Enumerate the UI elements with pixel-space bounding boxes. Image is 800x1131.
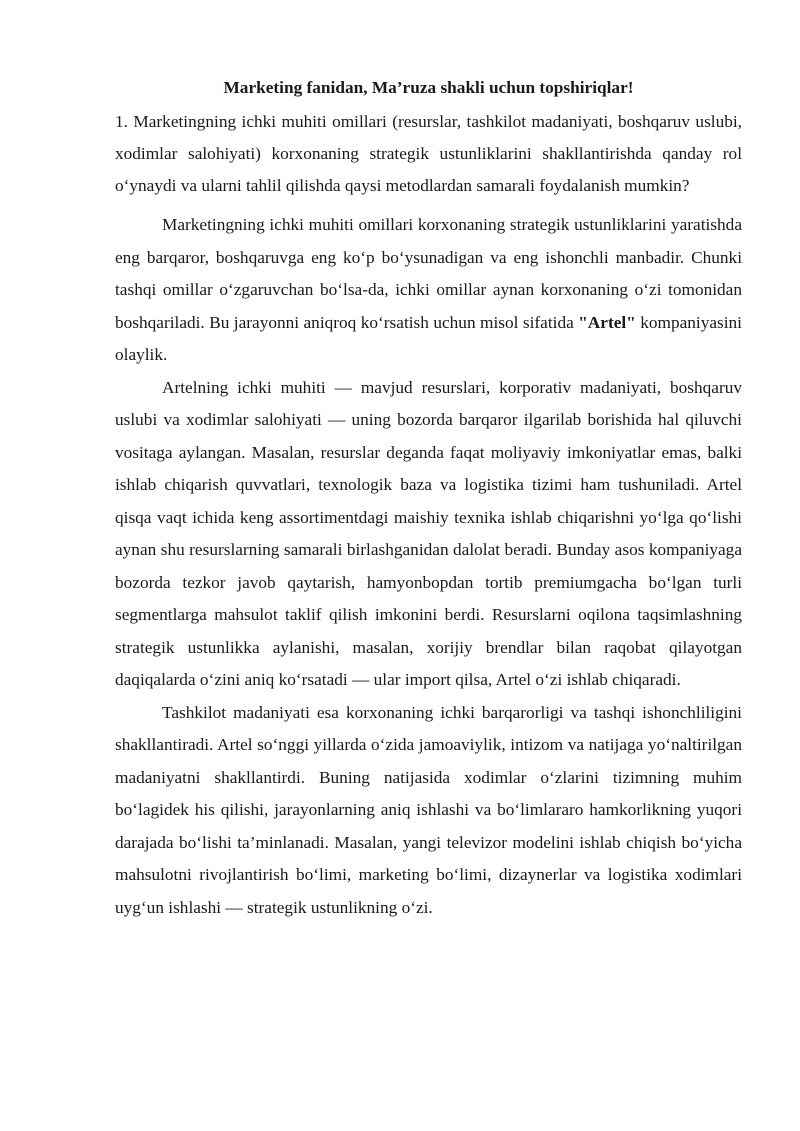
paragraph-1 [115,209,742,372]
company-name-bold: "Artel" [578,312,636,332]
paragraph-1-text-after: kompaniyasini olaylik. [115,312,742,364]
paragraph-2: Artelning ichki muhiti — mavjud resurslari, korporativ madaniyati, boshqaruv uslubi va xodimlar salohiyati — uning bozorda barqaror ilgarilab borishida hal qiluvchi vositaga aylangan. Masalan, resurslar deganda faqat moliyaviy imkoniyatlar emas, balki ishlab chiqarish quvvatlari, texnologik baza va logistika tizimi ham tushuniladi. Artel qisqa vaqt ichida keng assortimentdagi maishiy texnika ishlab chiqarishni yo‘lga qo‘lishi aynan shu resurslarning samarali birlashganidan dalolat beradi. Bunday asos kompaniyaga bozorda tezkor javob qaytarish, hamyonbopdan tortib premiumgacha bo‘lgan turli segmentlarga mahsulot taklif qilish imkonini berdi. Resurslarni oqilona taqsimlashning strategik ustunlikka aylanishi, masalan, xorijiy brendlar bilan raqobat qilayotgan daqiqalarda o‘zini aniq ko‘rsatadi — ular import qilsa, Artel o‘zi ishlab chiqaradi. [115,377,742,689]
paragraph-1-text-before: Marketingning ichki muhiti omillari korxonaning strategik ustunliklarini yaratishda eng barqaror, boshqaruvga eng ko‘p bo‘ysunadigan va eng ishonchli manbadir. Chunki tashqi omillar o‘zgaruvchan bo‘lsa-da, ichki omillar aynan korxonaning o‘zi tomonidan boshqariladi. Bu jarayonni aniqroq ko‘rsatish uchun misol sifatida [115,215,742,332]
document-page [115,76,742,924]
document-title: Marketing fanidan, Ma’ruza shakli uchun topshiriqlar! [223,78,634,97]
question-text: 1. Marketingning ichki muhiti omillari (resurslar, tashkilot madaniyati, boshqaruv uslubi, xodimlar salohiyati) korxonaning strategik ustunliklarini shakllantirishda qanday rol o‘ynaydi va ularni tahlil qilishda qaysi metodlardan samarali foydalanish mumkin? [115,112,742,195]
paragraph-3: Tashkilot madaniyati esa korxonaning ichki barqarorligi va tashqi ishonchliligini shakllantiradi. Artel so‘nggi yillarda o‘zida jamoaviylik, intizom va natijaga yo‘naltirilgan madaniyatni shakllantirdi. Buning natijasida xodimlar o‘zlarini tizimning muhim bo‘lagidek his qilishi, jarayonlarning aniq ishlashi va bo‘limlararo hamkorlikning yuqori darajada bo‘lishi ta’minlanadi. Masalan, yangi televizor modelini ishlab chiqish bo‘yicha mahsulotni rivojlantirish bo‘limi, marketing bo‘limi, dizaynerlar va logistika xodimlari uyg‘un ishlashi — strategik ustunlikning o‘zi. [115,702,742,917]
